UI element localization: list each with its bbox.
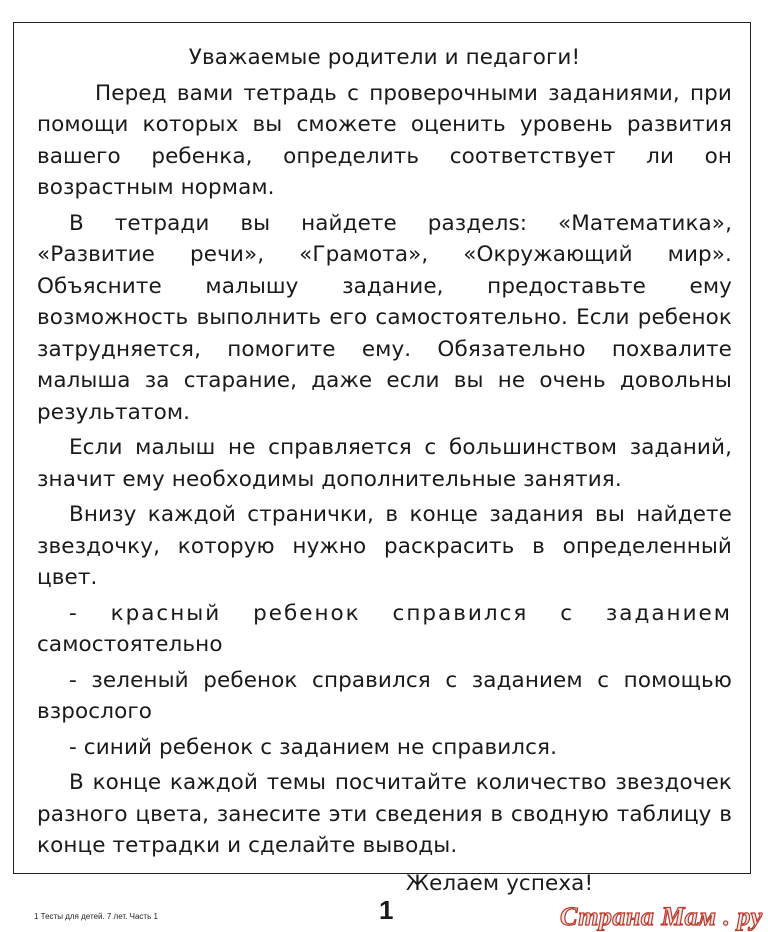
paragraph-intro: Перед вами тетрадь с проверочными заданиями, при помощи которых вы сможете оценить уровень развития вашего ребенка, определить соответствует ли он возрастным нормам. [37, 80, 732, 200]
paragraph-sections: В тетради вы найдете разделs: «Математика», «Развитие речи», «Грамота», «Окружающий мир». Объясните малышу задание, предоставьте ему возможность выполнить его самостоятельно. Если ребенок затрудняется, помогите ему. Обязательно похвалите малыша за старание, даже если вы не очень довольны результатом. [37, 210, 732, 425]
legend-red: - красный ребенок справился с заданием [69, 600, 732, 626]
document-body [37, 42, 732, 899]
paragraph-summary: В конце каждой темы посчитайте количество звездочек разного цвета, занесите эти сведения в сводную таблицу в конце тетрадки и сделайте выводы. [37, 770, 732, 858]
closing-wish: Желаем успеха! [405, 870, 594, 896]
legend-green: - зеленый ребенок справился с заданием с помощью [69, 667, 732, 693]
greeting-heading: Уважаемые родители и педагоги! [188, 45, 581, 70]
legend-green-continuation: взрослого [37, 699, 152, 724]
watermark-logo: Страна Мам . ру [560, 902, 763, 931]
footer-source: 1 Тесты для детей. 7 лет. Часть 1 [34, 912, 158, 921]
paragraph-extra-lessons: Если малыш не справляется с большинством заданий, значит ему необходимы дополнительные занятия. [37, 435, 732, 492]
page-number: 1 [379, 895, 394, 925]
legend-blue: - синий ребенок с заданием не справился. [69, 734, 558, 760]
paragraph-stars: Внизу каждой странички, в конце задания вы найдете звездочку, которую нужно раскрасить в определенный цвет. [37, 502, 732, 590]
legend-red-continuation: самостоятельно [37, 632, 223, 657]
